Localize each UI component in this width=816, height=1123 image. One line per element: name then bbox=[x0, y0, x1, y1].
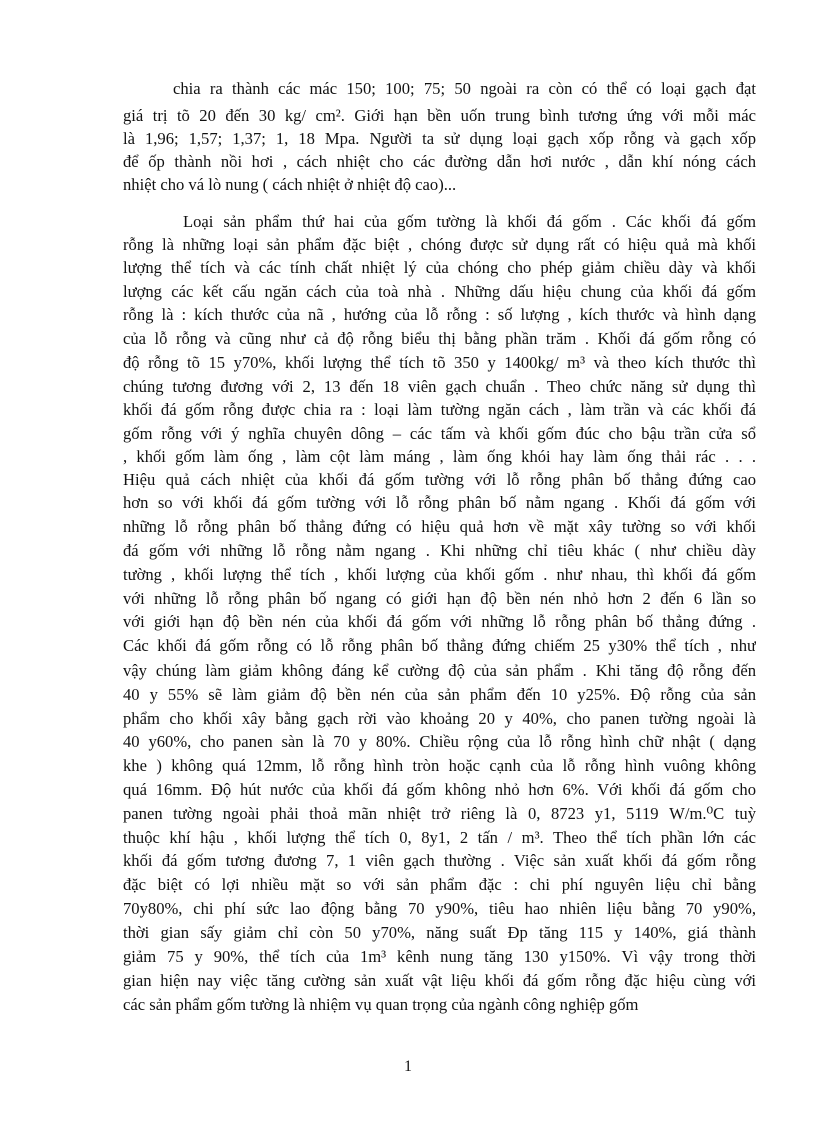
text-line: Các khối đá gốm rỗng có lỗ rỗng phân bố thẳng đứng chiếm 25 у30% thể tích , như bbox=[123, 636, 756, 655]
text-line: rỗng là : kích thước của nã , hướng của lỗ rỗng : số lượng , kích thước và hình dạng bbox=[123, 305, 756, 324]
text-line: đá gốm với những lỗ rỗng nằm ngang . Khi những chỉ tiêu khác ( như chiều dày bbox=[123, 541, 756, 560]
text-line: khối đá gốm tương đương 7, 1 viên gạch thường . Việc sản xuất khối đá gốm rỗng bbox=[123, 851, 756, 870]
text-line: tường , khối lượng thể tích , khối lượng của khối gốm . như nhau, thì khối đá gốm bbox=[123, 565, 756, 584]
text-line: những lỗ rỗng phân bố thẳng đứng có hiệu quả hơn về mặt xây tường so với khối bbox=[123, 517, 756, 536]
text-line: đặc biệt có lợi nhiều mặt so với sản phẩm đặc : chi phí nguyên liệu chỉ bằng bbox=[123, 875, 756, 894]
text-line: , khối gốm làm ống , làm cột làm máng , làm ống khói hay làm ống thải rác . . . bbox=[123, 447, 756, 466]
text-line: 40 у 55% sẽ làm giảm độ bền nén của sản phẩm đến 10 у25%. Độ rỗng của sản bbox=[123, 685, 756, 704]
text-line: 40 у60%, cho panen sàn là 70 у 80%. Chiều rộng của lỗ rỗng hình chữ nhật ( dạng bbox=[123, 732, 756, 751]
text-line: là 1,96; 1,57; 1,37; 1, 18 Mpa. Người ta sử dụng loại gạch xốp rỗng và gạch xốp bbox=[123, 129, 756, 148]
text-line: nhiệt cho vá lò nung ( cách nhiệt ở nhiệt độ cao)... bbox=[123, 175, 457, 194]
text-line: để ốp thành nồi hơi , cách nhiệt cho các đường dẫn hơi nước , dẫn khí nóng cách bbox=[123, 152, 756, 171]
text-line: chúng tương đương với 2, 13 đến 18 viên gạch chuẩn . Theo chức năng sử dụng thì bbox=[123, 377, 756, 396]
text-line: gian hiện nay việc tăng cường sản xuất vật liệu khối đá gốm rỗng đặc hiệu cùng với bbox=[123, 971, 756, 990]
text-line: gốm rỗng với ý nghĩa chuyên dông – các tấm và khối gốm đúc cho bậu trần cửa sổ bbox=[123, 424, 756, 443]
text-line: chia ra thành các mác 150; 100; 75; 50 ngoài ra còn có thể có loại gạch đạt bbox=[173, 79, 756, 98]
text-line: của lỗ rỗng và cũng như cả độ rỗng biểu thị bằng phần trăm . Khối đá gốm rỗng có bbox=[123, 329, 756, 348]
text-line: lượng các kết cấu ngăn cách của toà nhà . Những dấu hiệu chung của khối đá gốm bbox=[123, 282, 756, 301]
text-line: Hiệu quả cách nhiệt của khối đá gốm tường với lỗ rỗng phân bố thẳng đứng cao bbox=[123, 470, 756, 489]
text-line: độ rỗng tõ 15 у70%, khối lượng thể tích tõ 350 у 1400kg/ m³ và theo kích thước thì bbox=[123, 353, 756, 372]
text-line: các sản phẩm gốm tường là nhiệm vụ quan trọng của ngành công nghiệp gốm bbox=[123, 995, 639, 1014]
text-line: với giới hạn độ bền nén của khối đá gốm với những lỗ rỗng phân bố thẳng đứng . bbox=[123, 612, 756, 631]
text-line: thuộc khí hậu , khối lượng thể tích 0, 8у1, 2 tấn / m³. Theo thể tích phần lớn các bbox=[123, 828, 756, 847]
text-line: Loại sản phẩm thứ hai của gốm tường là khối đá gốm . Các khối đá gốm bbox=[183, 212, 756, 231]
text-line: khe ) không quá 12mm, lỗ rỗng hình tròn hoặc cạnh của lỗ rỗng hình vuông không bbox=[123, 756, 756, 775]
text-line: hơn so với khối đá gốm tường với lỗ rỗng phân bố nằm ngang . Khối đá gốm với bbox=[123, 493, 756, 512]
text-line: vậy chúng làm giảm không đáng kể cường độ của sản phẩm . Khi tăng độ rỗng đến bbox=[123, 661, 756, 680]
text-line: 70у80%, chi phí sức lao động bằng 70 у90%, tiêu hao nhiên liệu bằng 70 у90%, bbox=[123, 899, 756, 918]
text-line: panen tường ngoài phải thoả mãn nhiệt trở riêng là 0, 8723 у1, 5119 W/m.⁰C tuỳ bbox=[123, 804, 756, 823]
text-line: phẩm cho khối xây bằng gạch rời vào khoảng 20 у 40%, cho panen tường ngoài là bbox=[123, 709, 756, 728]
text-line: lượng thể tích và các tính chất nhiệt lý của chóng cho phép giảm chiều dày và khối bbox=[123, 258, 756, 277]
text-line: giảm 75 у 90%, thể tích của 1m³ kênh nung tăng 130 у150%. Vì vậy trong thời bbox=[123, 947, 756, 966]
text-line: giá trị tõ 20 đến 30 kg/ cm². Giới hạn bền uốn trung bình tương ứng với mỗi mác bbox=[123, 106, 756, 125]
page-number: 1 bbox=[404, 1058, 412, 1075]
text-line: thời gian sấy giảm chỉ còn 50 у70%, năng suất Đp tăng 115 у 140%, giá thành bbox=[123, 923, 756, 942]
text-line: với những lỗ rỗng phân bố ngang có giới hạn độ bền nén nhỏ hơn 2 đến 6 lần so bbox=[123, 589, 756, 608]
text-line: rỗng là những loại sản phẩm đặc biệt , chóng được sử dụng rất có hiệu quả mà khối bbox=[123, 235, 756, 254]
text-line: khối đá gốm rỗng được chia ra : loại làm tường ngăn cách , làm trần và các khối đá bbox=[123, 400, 756, 419]
text-line: quá 16mm. Độ hút nước của khối đá gốm không nhỏ hơn 6%. Với khối đá gốm cho bbox=[123, 780, 756, 799]
